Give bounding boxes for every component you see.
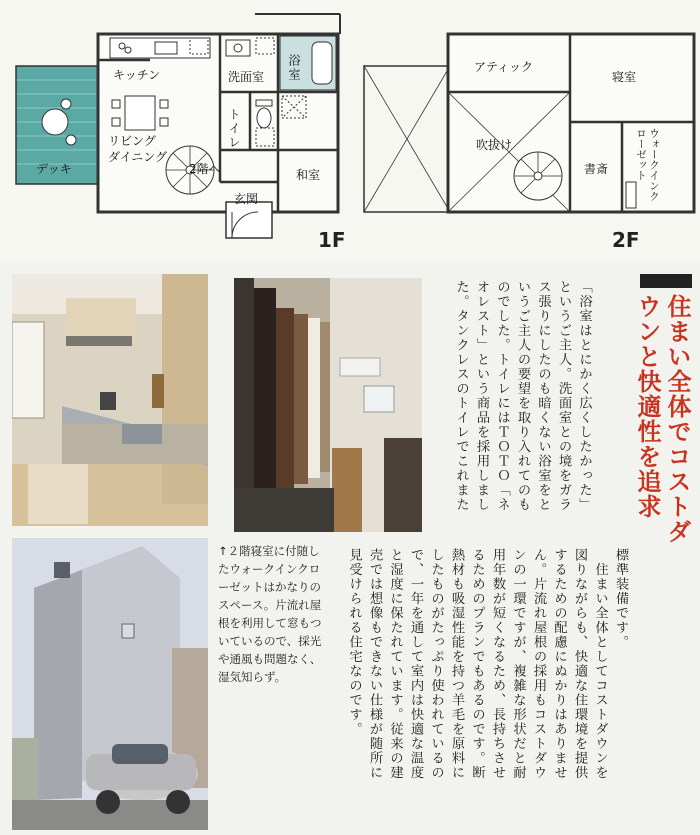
house-exterior-photo [12, 538, 208, 830]
room-label-toilet: トイレ [227, 108, 241, 150]
room-label-kitchen: キッチン [113, 68, 161, 82]
room-label-deck: デッキ [36, 162, 72, 176]
article-text-line: で、一年を通して室内は快適な温度 [408, 548, 423, 780]
article-body-lower [343, 548, 630, 828]
article-text-line: のでした。トイレにはＴＯＴＯ「ネ [494, 280, 510, 512]
article-text-line: 熱材も吸湿性能を持つ羊毛を原料に [449, 548, 464, 780]
room-label-atrium: 吹抜け [476, 138, 513, 152]
room-label-study: 書斎 [584, 162, 609, 176]
headline-line-2: ウンと快適性を追求 [633, 294, 661, 519]
article-text-line: た。タンクレスのトイレでこれまた [453, 280, 469, 512]
article-text-line: 「浴室はとにかく広くしたかった」 [576, 280, 592, 512]
article-headline [632, 294, 692, 554]
article-text-line: するための配慮にぬかりはありませ [551, 548, 567, 780]
headline-marker [640, 274, 692, 288]
room-label-living: リビング [108, 134, 156, 148]
room-label-entrance: 玄関 [234, 192, 259, 206]
floor-title-1f: 1F [318, 228, 346, 252]
photo-caption: ↑２階寝室に付随したウォークインクローゼットはかなりのスペース。片流れ屋根を利用して窓もついているので、採光や通風も問題なく、湿気知らず。 [218, 544, 322, 684]
article-text-line: ンの一環ですが、複雑な形状だと耐 [510, 548, 526, 780]
article-text-line: 見受けられる住宅なのです。 [346, 548, 362, 737]
article-text-line: 用年数が短くなるため、長持ちさせ [490, 548, 505, 780]
article-text-line: 住まい全体としてコストダウンを [592, 548, 608, 780]
article-text-line: いうご主人の要望を取り入れてのも [515, 280, 530, 512]
room-label-walkin-closet: ウォークインクローゼット [635, 128, 660, 202]
room-label-bath: 浴室 [287, 54, 301, 82]
article-text-line: 売では想像もできない仕様が随所に [367, 548, 382, 780]
article-text-line: るためのプランでもあるのです。断 [469, 548, 485, 780]
room-label-bedroom: 寝室 [612, 70, 637, 84]
article-body-upper [450, 280, 594, 540]
walkin-closet-photo [234, 278, 422, 532]
room-label-dining: ダイニング [108, 150, 168, 164]
article-text-line: オレスト」という商品を採用しまし [474, 280, 489, 512]
article-text-line: と湿度に保たれています。従来の建 [387, 548, 403, 780]
floor-title-2f: 2F [612, 228, 640, 252]
room-label-washroom: 洗面室 [228, 70, 265, 84]
article-text-line: ん。片流れ屋根の採用もコストダウ [531, 548, 546, 780]
floorplan-1f-drawing [0, 0, 360, 260]
room-label-japanese: 和室 [296, 168, 321, 182]
article-text-line: ス張りにしたのも暗くない浴室をと [535, 280, 551, 512]
article-text-line: したものがたっぷり使われているの [428, 548, 444, 780]
article-text-line: 標準装備です。 [613, 548, 628, 650]
kitchen-photo [12, 274, 208, 526]
article-text-line: というご主人。洗面室との境をガラ [556, 280, 571, 512]
article-text-line: 図りながらも、快適な住環境を提供 [572, 548, 587, 780]
headline-line-1: 住まい全体でコストダ [663, 294, 691, 544]
room-label-attic: アティック [474, 60, 534, 74]
stairs-label: 2階へ [189, 162, 221, 176]
